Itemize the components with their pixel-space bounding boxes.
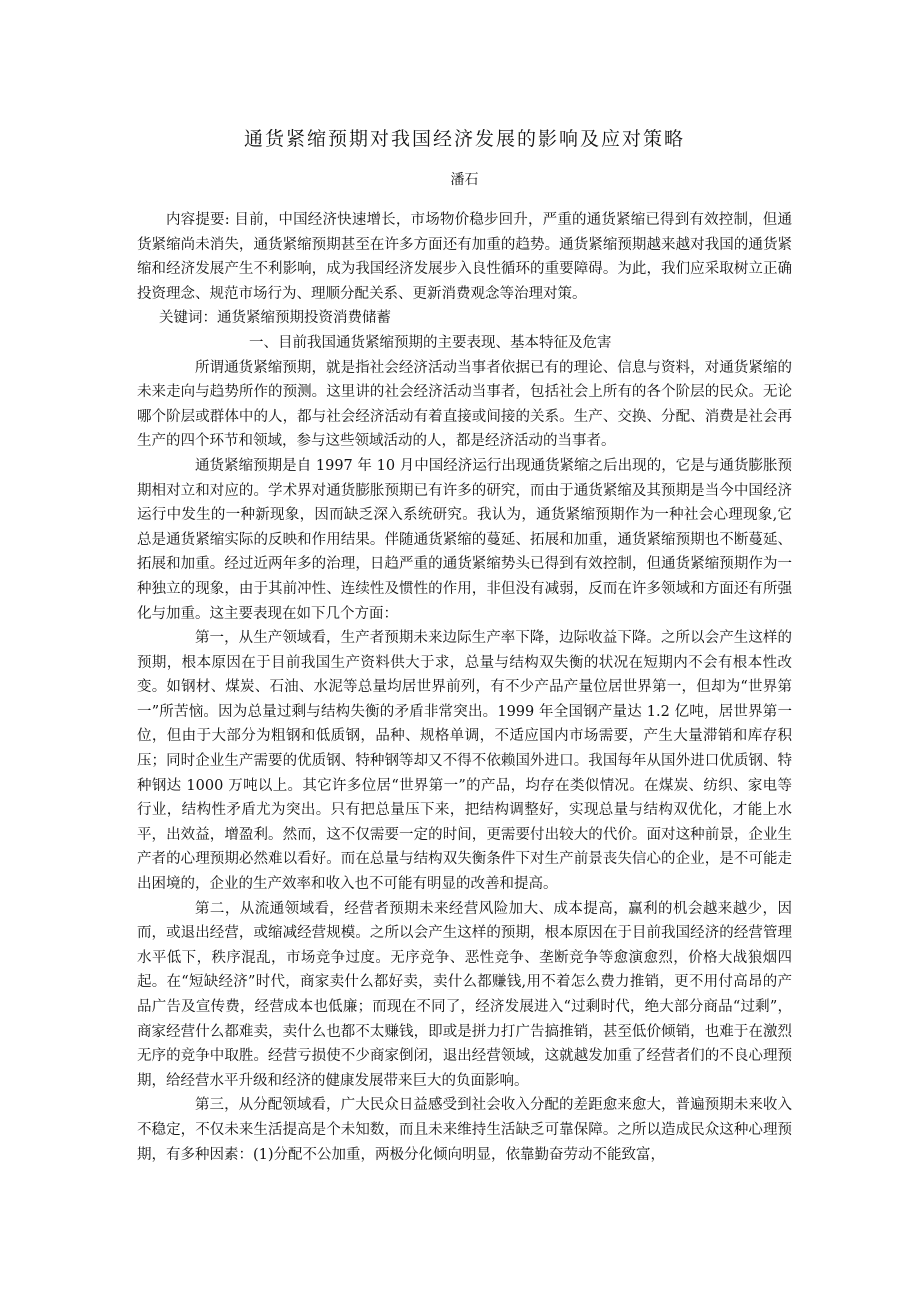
body-paragraph-3: 第一，从生产领域看，生产者预期未来边际生产率下降，边际收益下降。之所以会产生这样的预期，根本原因在于目前我国生产资料供大于求，总量与结构双失衡的状况在短期内不会有根本性改变。如钢材、煤炭、石油、水泥等总量均居世界前列，有不少产品产量位居世界第一，但却为“世界第一”所苦恼。因为总量过剩与结构失衡的矛盾非常突出。1999 年全国钢产量达 1.2 亿吨，居世界第一位，但由于大部分为粗钢和低质钢，品种、规格单调，不适应国内市场需要，产生大量滞销和库存积压；同时企业生产需要的优质钢、特种钢等却又不得不依赖国外进口。我国每年从国外进口优质钢、特种钢达 1000 万吨以上。其它许多位居“世界第一”的产品，均存在类似情况。在煤炭、纺织、家电等行业，结构性矛盾尤为突出。只有把总量压下来，把结构调整好，实现总量与结构双优化，才能上水平，出效益，增盈利。然而，这不仅需要一定的时间，更需要付出较大的代价。面对这种前景，企业生产者的心理预期必然难以看好。而在总量与结构双失衡条件下对生产前景丧失信心的企业，是不可能走出困境的，企业的生产效率和收入也不可能有明显的改善和提高。	[137, 630, 792, 893]
section-heading: 一、目前我国通货紧缩预期的主要表现、基本特征及危害	[249, 334, 612, 351]
body-paragraph-2: 通货紧缩预期是自 1997 年 10 月中国经济运行出现通货紧缩之后出现的，它是与通货膨胀预期相对立和对应的。学术界对通货膨胀预期已有许多的研究，而由于通货紧缩及其预期是当今中国经济运行中发生的一种新现象，因而缺乏深入系统研究。我认为，通货紧缩预期作为一种社会心理现象,它总是通货紧缩实际的反映和作用结果。伴随通货紧缩的蔓延、拓展和加重，通货紧缩预期也不断蔓延、拓展和加重。经过近两年多的治理，日趋严重的通货紧缩势头已得到有效控制，但通货紧缩预期作为一种独立的现象，由于其前冲性、连续性及惯性的作用，非但没有减弱，反而在许多领域和方面还有所强化与加重。这主要表现在如下几个方面：	[137, 457, 792, 622]
body-paragraph-5: 第三，从分配领域看，广大民众日益感受到社会收入分配的差距愈来愈大，普遍预期未来收入不稳定，不仅未来生活提高是个未知数，而且未来维持生活缺乏可靠保障。之所以造成民众这种心理预期，有多种因素：(1)分配不公加重，两极分化倾向明显，依靠勤奋劳动不能致富，	[137, 1097, 792, 1163]
abstract-paragraph: 内容提要: 目前，中国经济快速增长，市场物价稳步回升，严重的通货紧缩已得到有效控制，但通货紧缩尚未消失，通货紧缩预期甚至在许多方面还有加重的趋势。通货紧缩预期越来越对我国的通货紧缩和经济发展产生不利影响，成为我国经济发展步入良性循环的重要障碍。为此，我们应采取树立正确投资理念、规范市场行为、理顺分配关系、更新消费观念等治理对策。	[137, 212, 792, 302]
keywords-line: 关键词：通货紧缩预期投资消费储蓄	[159, 310, 391, 327]
document-page	[137, 122, 792, 1167]
document-title: 通货紧缩预期对我国经济发展的影响及应对策略	[243, 128, 685, 150]
body-paragraph-1: 所谓通货紧缩预期，就是指社会经济活动当事者依据已有的理论、信息与资料，对通货紧缩的未来走向与趋势所作的预测。这里讲的社会经济活动当事者，包括社会上所有的各个阶层的民众。无论哪个阶层或群体中的人，都与社会经济活动有着直接或间接的关系。生产、交换、分配、消费是社会再生产的四个环节和领域，参与这些领域活动的人，都是经济活动的当事者。	[137, 359, 792, 450]
body-paragraph-4: 第二，从流通领域看，经营者预期未来经营风险加大、成本提高，赢利的机会越来越少，因而，或退出经营，或缩减经营规模。之所以会产生这样的预期，根本原因在于目前我国经济的经营管理水平低下，秩序混乱，市场竞争过度。无序竞争、恶性竞争、垄断竞争等愈演愈烈，价格大战狼烟四起。在“短缺经济”时代，商家卖什么都好卖，卖什么都赚钱,用不着怎么费力推销，更不用付高昂的产品广告及宣传费，经营成本也低廉；而现在不同了，经济发展进入“过剩时代，绝大部分商品“过剩”，商家经营什么都难卖，卖什么也都不太赚钱，即或是拼力打广告搞推销，甚至低价倾销，也难于在激烈无序的竞争中取胜。经营亏损使不少商家倒闭，退出经营领域，这就越发加重了经营者们的不良心理预期，给经营水平升级和经济的健康发展带来巨大的负面影响。	[137, 900, 792, 1089]
author-name: 潘石	[450, 172, 479, 188]
